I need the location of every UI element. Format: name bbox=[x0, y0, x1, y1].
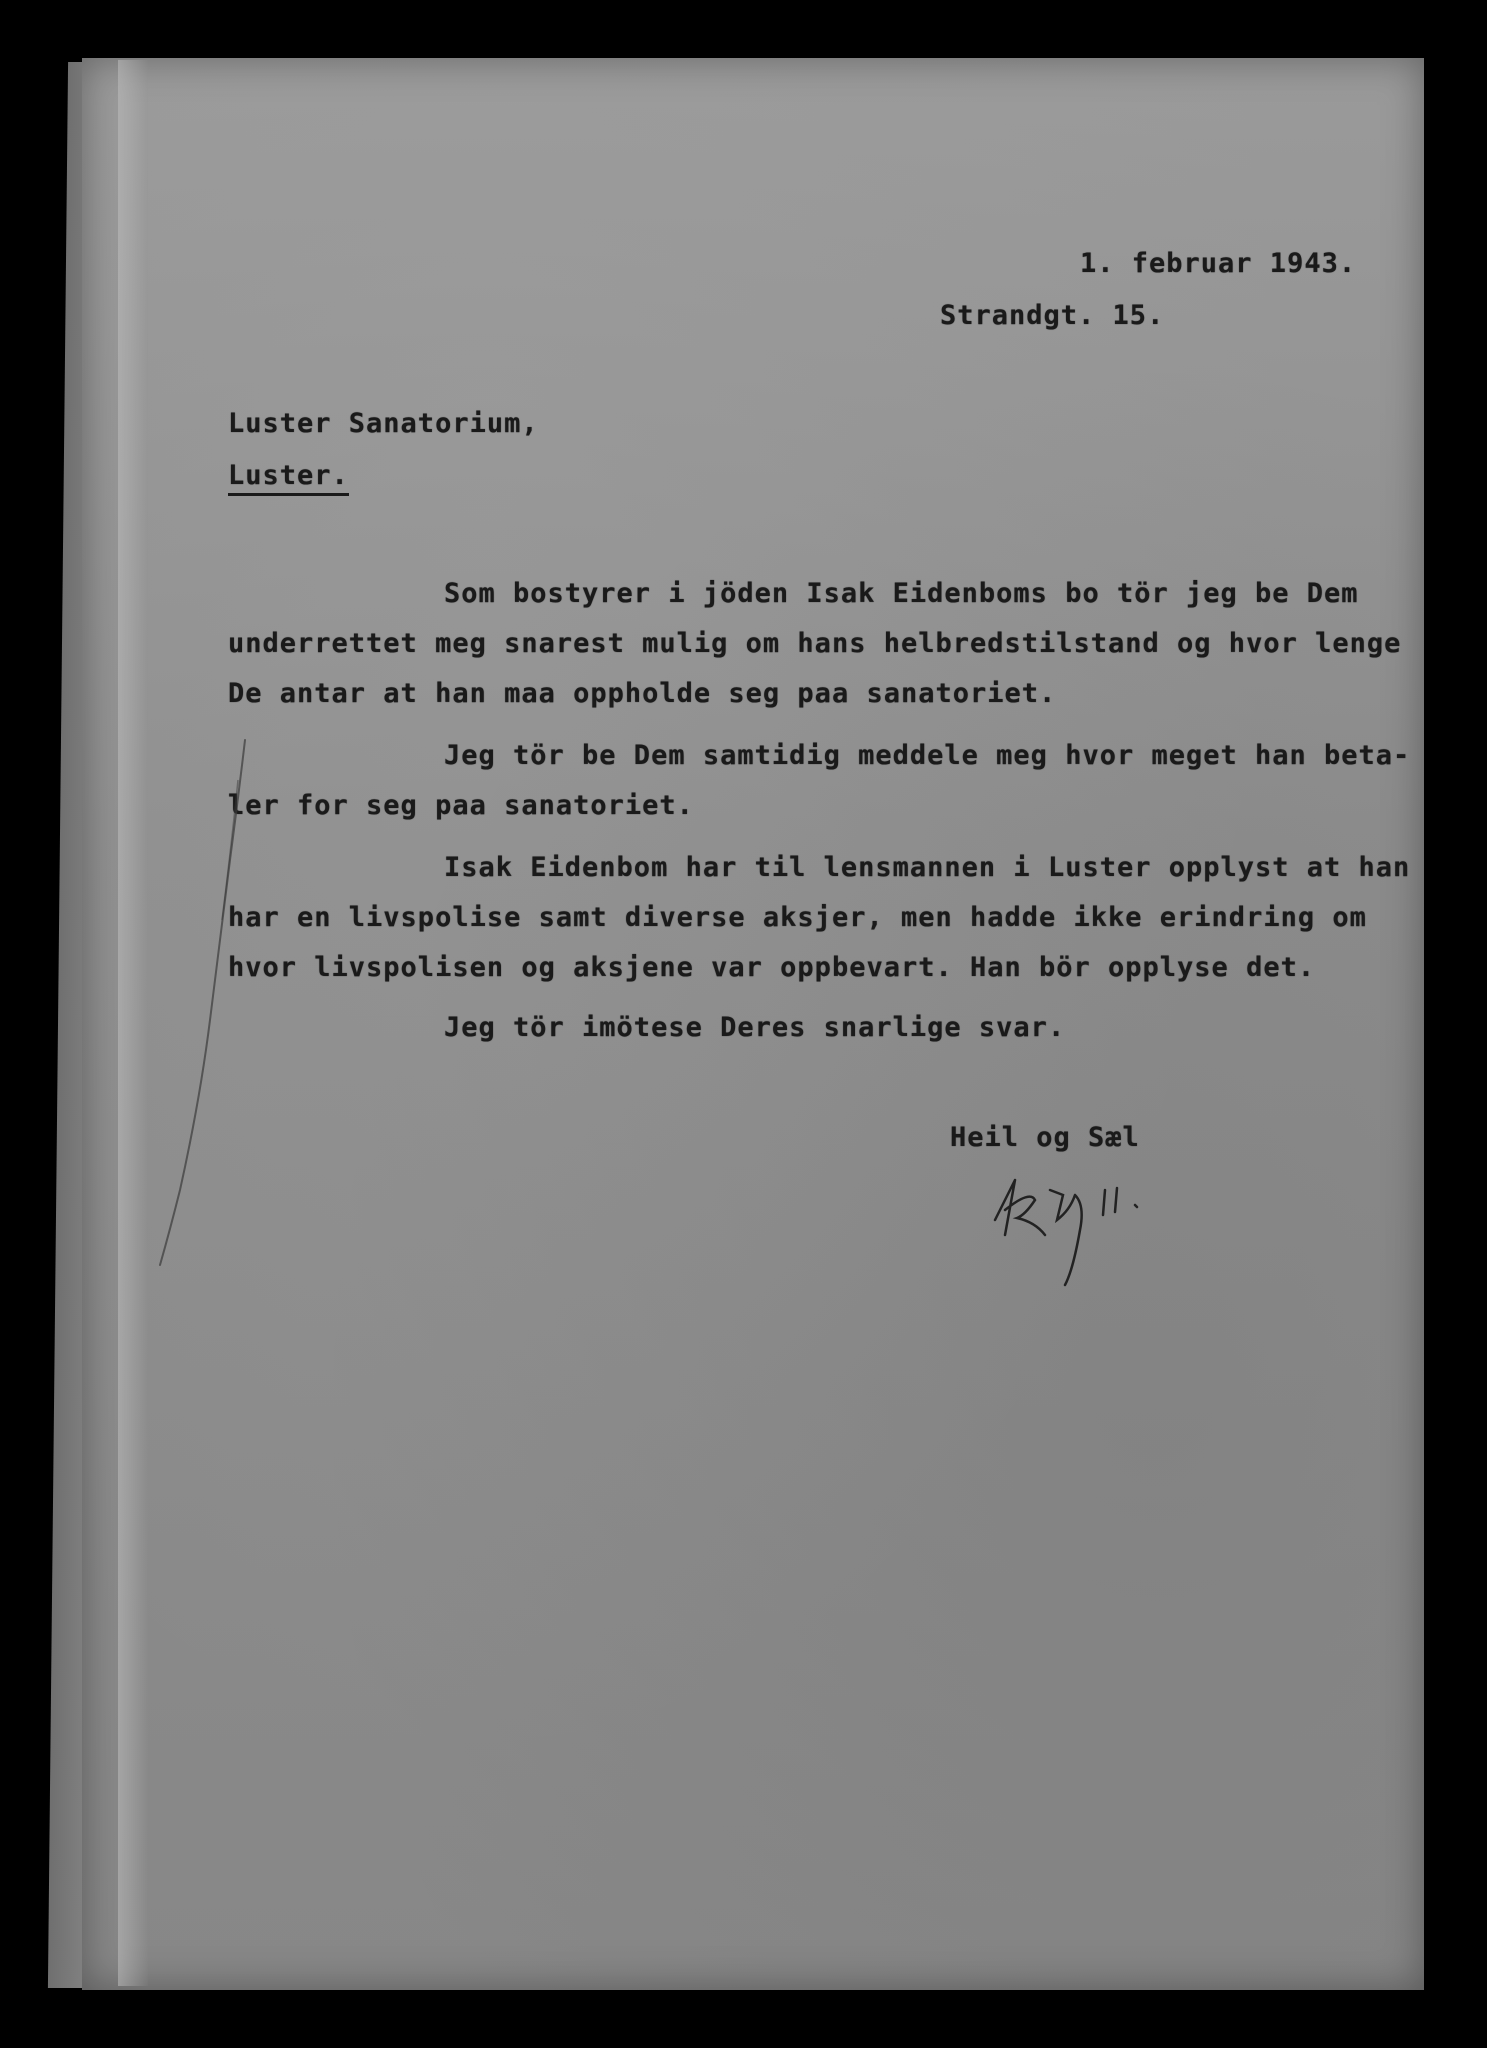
closing-salutation: Heil og Sæl bbox=[950, 1122, 1140, 1153]
recipient-place: Luster. bbox=[228, 460, 349, 496]
body-line: ler for seg paa sanatoriet. bbox=[228, 790, 694, 821]
body-line: Jeg tör imötese Deres snarlige svar. bbox=[444, 1012, 1066, 1043]
body-line: Isak Eidenbom har til lensmannen i Luster opplyst at han bbox=[444, 852, 1411, 883]
paper-edge-highlight bbox=[118, 60, 148, 1986]
margin-pencil-mark bbox=[150, 720, 270, 1280]
handwritten-signature bbox=[975, 1160, 1195, 1300]
body-line: hvor livspolisen og aksjene var oppbevart. Han bör opplyse det. bbox=[228, 952, 1316, 983]
body-line: Jeg tör be Dem samtidig meddele meg hvor meget han beta- bbox=[444, 740, 1411, 771]
letter-date: 1. februar 1943. bbox=[1080, 248, 1357, 279]
sender-address: Strandgt. 15. bbox=[940, 300, 1165, 331]
recipient-name: Luster Sanatorium, bbox=[228, 408, 539, 439]
body-line: De antar at han maa oppholde seg paa sanatoriet. bbox=[228, 678, 1057, 709]
body-line: har en livspolise samt diverse aksjer, men hadde ikke erindring om bbox=[228, 902, 1367, 933]
body-line: Som bostyrer i jöden Isak Eidenboms bo tör jeg be Dem bbox=[444, 578, 1359, 609]
body-line: underrettet meg snarest mulig om hans helbredstilstand og hvor lenge bbox=[228, 628, 1402, 659]
